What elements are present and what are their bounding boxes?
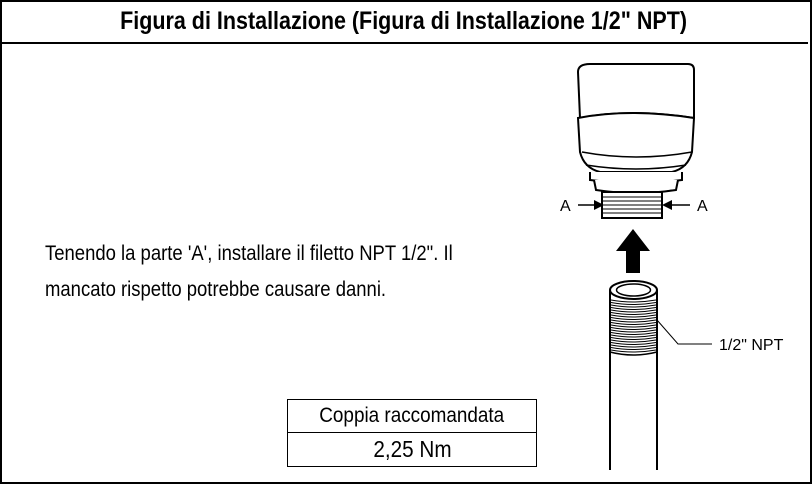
npt-leader-line	[657, 320, 712, 344]
instruction-line-2: mancato rispetto potrebbe causare danni.	[45, 278, 387, 301]
npt-pipe	[610, 281, 657, 470]
pipe-thread-line	[611, 315, 656, 317]
pipe-thread-line	[611, 323, 656, 325]
torque-label: Coppia raccomandata	[319, 404, 505, 427]
pipe-thread-line	[611, 305, 656, 307]
pipe-thread-line	[611, 325, 656, 327]
pipe-thread-line	[611, 313, 656, 315]
pipe-thread-line	[611, 343, 656, 345]
sensor-cap	[578, 64, 694, 194]
pipe-thread-line	[611, 310, 656, 312]
pipe-thread-line	[611, 335, 656, 337]
label-a-left: A	[560, 198, 571, 215]
pipe-thread-line	[611, 333, 656, 335]
pipe-thread-line	[611, 300, 656, 302]
page-title: Figura di Installazione (Figura di Installazione 1/2" NPT)	[120, 6, 688, 35]
arrow-a-left	[578, 200, 604, 210]
torque-value: 2,25 Nm	[372, 436, 452, 462]
pipe-thread-line	[611, 338, 656, 340]
threaded-fitting	[602, 192, 662, 218]
npt-label: 1/2" NPT	[719, 337, 784, 354]
label-a-right: A	[697, 198, 708, 215]
pipe-thread-line	[611, 328, 656, 330]
pipe-thread-line	[611, 340, 656, 342]
up-arrow-icon	[616, 229, 650, 273]
pipe-thread-line	[611, 348, 656, 350]
instruction-line-1: Tenendo la parte 'A', installare il filetto NPT 1/2". Il	[45, 242, 453, 265]
pipe-thread-line	[611, 308, 656, 310]
pipe-thread-line	[611, 303, 656, 305]
pipe-thread-line	[611, 320, 656, 322]
pipe-thread-line	[611, 350, 656, 352]
pipe-thread-line	[611, 318, 656, 320]
pipe-thread-line	[611, 330, 656, 332]
pipe-thread-line	[611, 345, 656, 347]
arrow-a-right	[662, 200, 690, 210]
